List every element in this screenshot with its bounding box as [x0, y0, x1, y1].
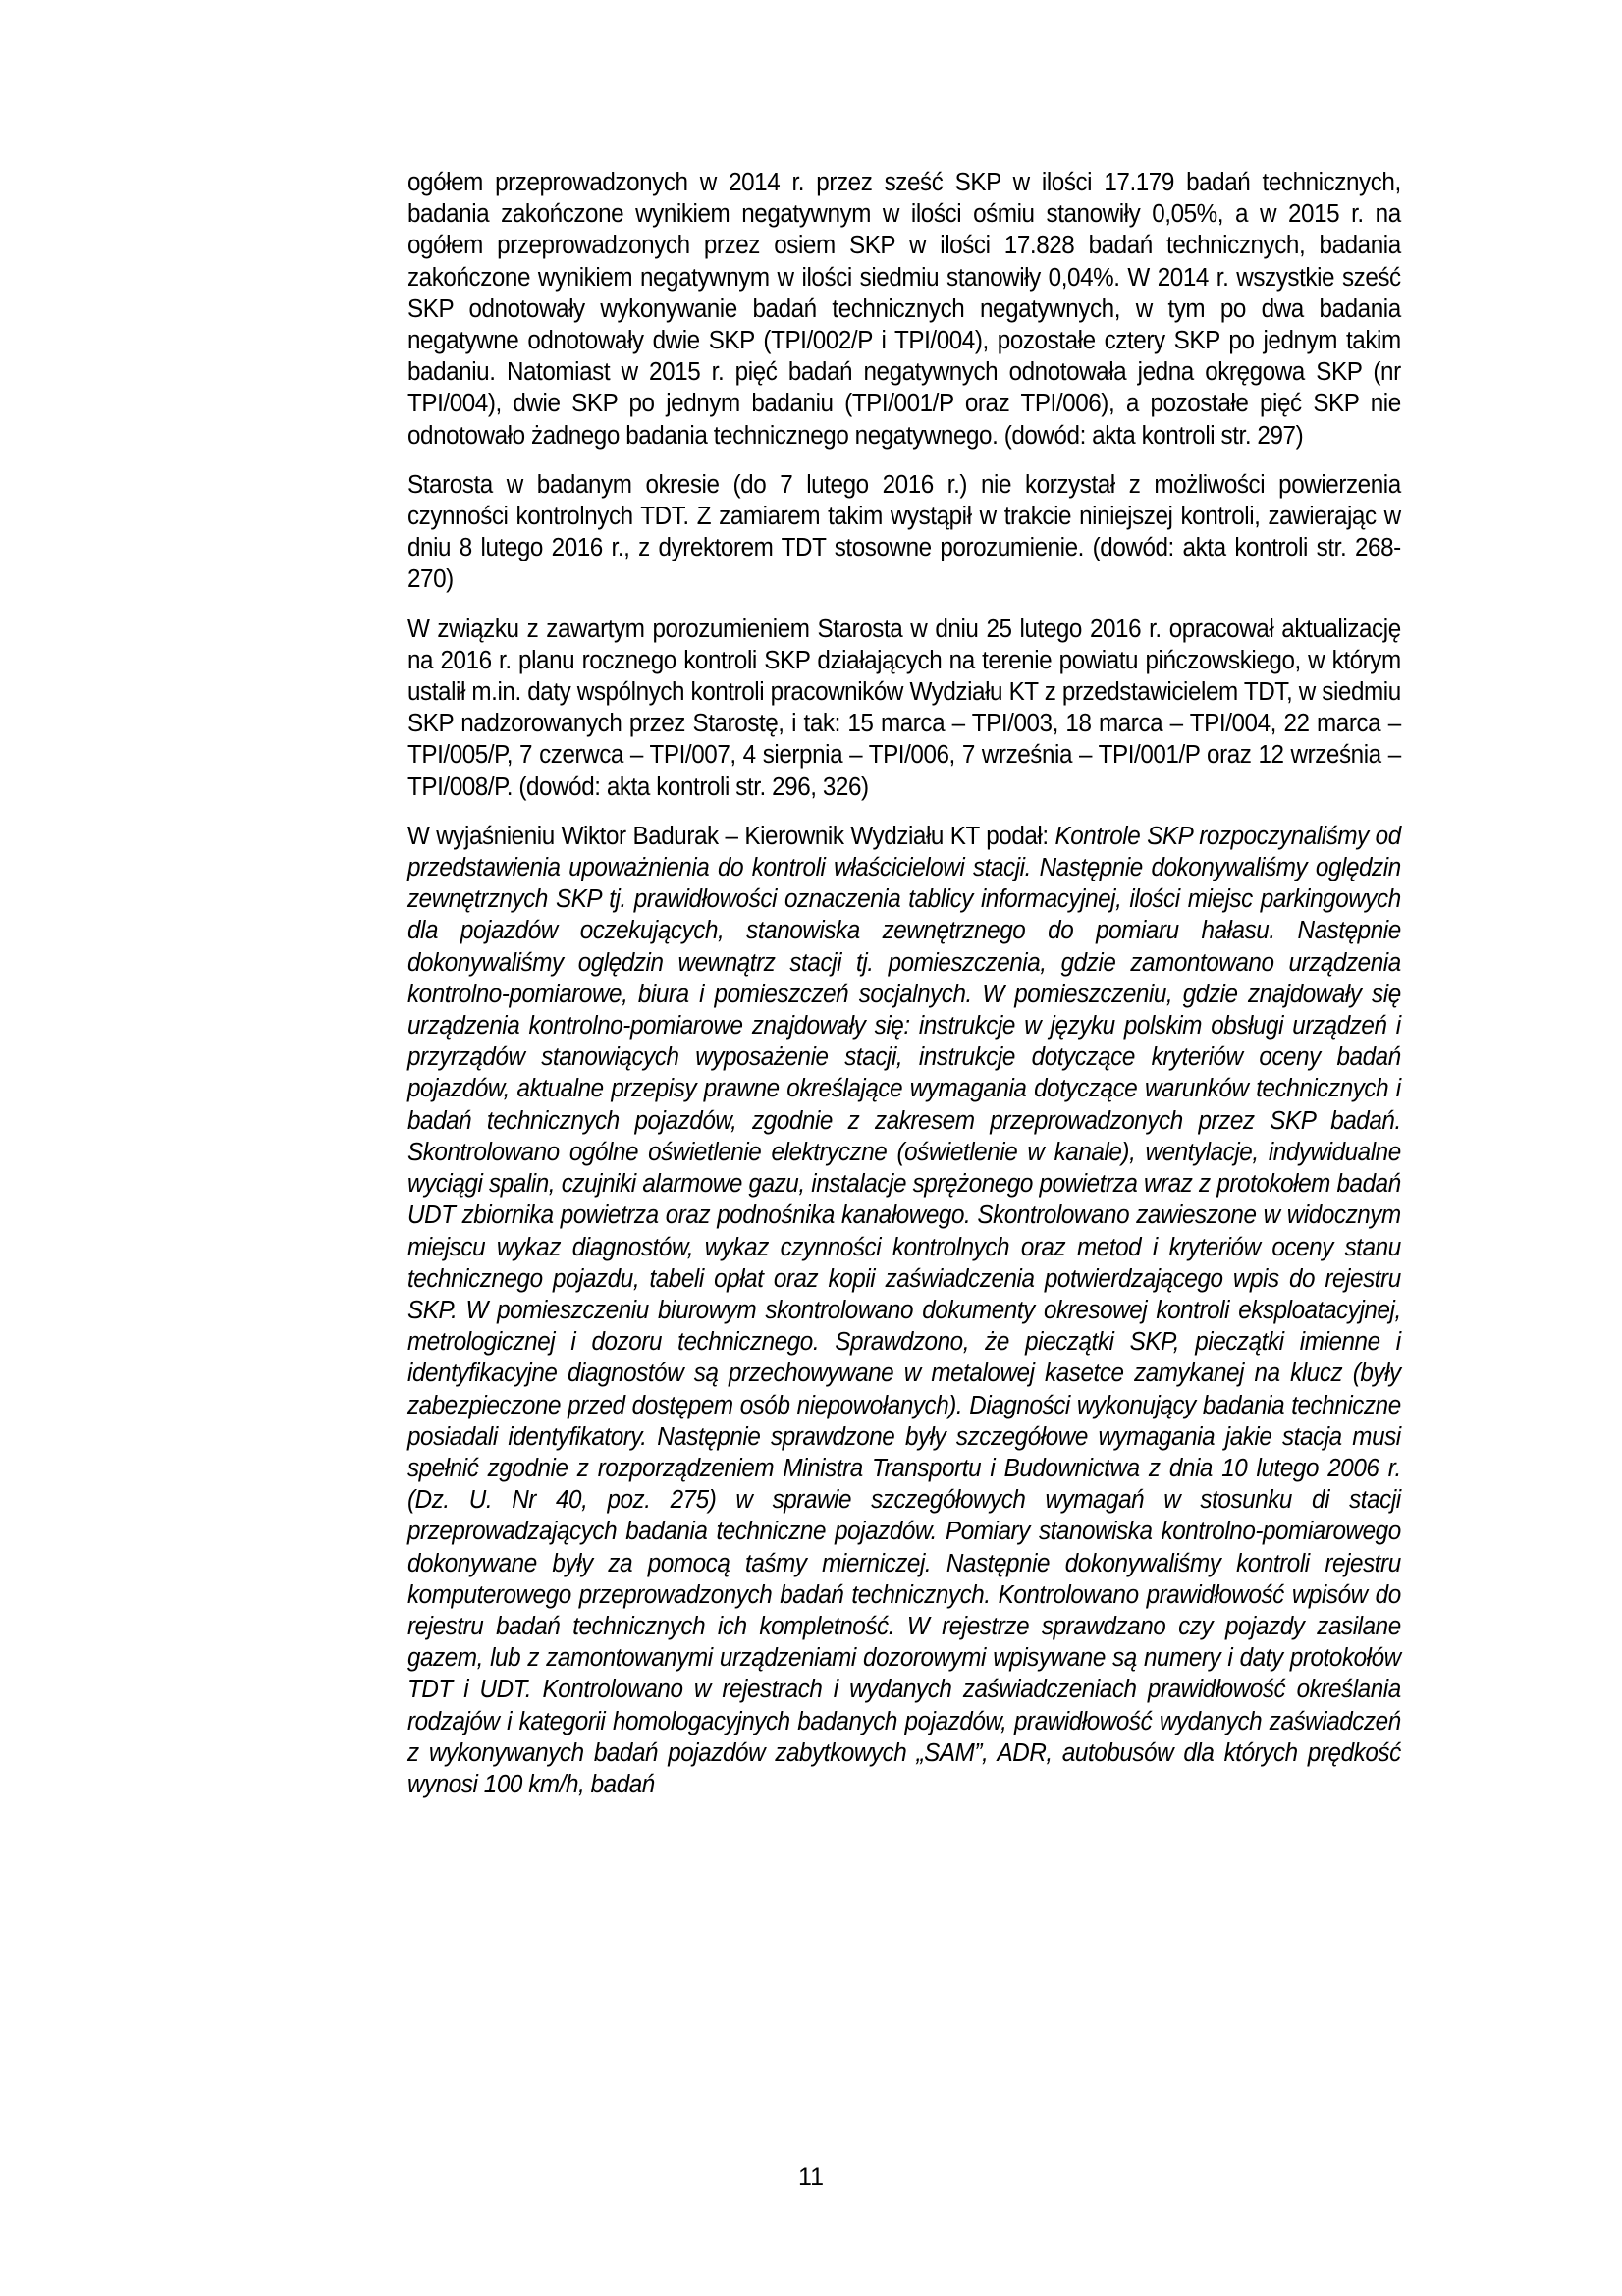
document-body [407, 167, 1401, 1816]
page-number: 11 [798, 2163, 824, 2191]
explanation-lead: W wyjaśnieniu Wiktor Badurak – Kierownik Wydziału KT podał: [407, 822, 1055, 850]
explanation-quote: Kontrole SKP rozpoczynaliśmy od przedstawienia upoważnienia do kontroli właścicielowi stacji. Następnie dokonywaliśmy oględzin zewnętrznych SKP tj. prawidłowości oznaczenia tablicy informacyjnej, ilości miejsc parkingowych dla pojazdów oczekujących, stanowiska zewnętrznego do pomiaru hałasu. Następnie dokonywaliśmy oględzin wewnątrz stacji tj. pomieszczenia, gdzie zamontowano urządzenia kontrolno-pomiarowe, biura i pomieszczeń socjalnych. W pomieszczeniu, gdzie znajdowały się urządzenia kontrolno-pomiarowe znajdowały się: instrukcje w języku polskim obsługi urządzeń i przyrządów stanowiących wyposażenie stacji, instrukcje dotyczące kryteriów oceny badań pojazdów, aktualne przepisy prawne określające wymagania dotyczące warunków technicznych i badań technicznych pojazdów, zgodnie z zakresem przeprowadzonych przez SKP badań. Skontrolowano ogólne oświetlenie elektryczne (oświetlenie w kanale), wentylacje, indywidualne wyciągi spalin, czujniki alarmowe gazu, instalacje sprężonego powietrza wraz z protokołem badań UDT zbiornika powietrza oraz podnośnika kanałowego. Skontrolowano zawieszone w widocznym miejscu wykaz diagnostów, wykaz czynności kontrolnych oraz metod i kryteriów oceny stanu technicznego pojazdu, tabeli opłat oraz kopii zaświadczenia potwierdzającego wpis do rejestru SKP. W pomieszczeniu biurowym skontrolowano dokumenty okresowej kontroli eksploatacyjnej, metrologicznej i dozoru technicznego. Sprawdzono, że pieczątki SKP, pieczątki imienne i identyfikacyjne diagnostów są przechowywane w metalowej kasetce zamykanej na klucz (były zabezpieczone przed dostępem osób niepowołanych). Diagności wykonujący badania techniczne posiadali identyfikatory. Następnie sprawdzone były szczegółowe wymagania jakie stacja musi spełnić zgodnie z rozporządzeniem Ministra Transportu i Budownictwa z dnia 10 lutego 2006 r. (Dz. U. Nr 40, poz. 275) w sprawie szczegółowych wymagań w stosunku di stacji przeprowadzających badania techniczne pojazdów. Pomiary stanowiska kontrolno-pomiarowego dokonywane były za pomocą taśmy mierniczej. Następnie dokonywaliśmy kontroli rejestru komputerowego przeprowadzonych badań technicznych. Kontrolowano prawidłowość wpisów do rejestru badań technicznych ich kompletność. W rejestrze sprawdzano czy pojazdy zasilane gazem, lub z zamontowanymi urządzeniami dozorowymi wpisywane są numery i daty protokołów TDT i UDT. Kontrolowano w rejestrach i wydanych zaświadczeniach prawidłowość określania rodzajów i kategorii homologacyjnych badanych pojazdów, prawidłowość wydanych zaświadczeń z wykonywanych badań pojazdów zabytkowych „SAM”, ADR, autobusów dla których prędkość wynosi 100 km/h, badań [407, 822, 1401, 1798]
paragraph-control-plan: W związku z zawartym porozumieniem Starosta w dniu 25 lutego 2016 r. opracował aktualizację na 2016 r. planu rocznego kontroli SKP działających na terenie powiatu pińczowskiego, w którym ustalił m.in. daty wspólnych kontroli pracowników Wydziału KT z przedstawicielem TDT, w siedmiu SKP nadzorowanych przez Starostę, i tak: 15 marca – TPI/003, 18 marca – TPI/004, 22 marca – TPI/005/P, 7 czerwca – TPI/007, 4 sierpnia – TPI/006, 7 września – TPI/001/P oraz 12 września – TPI/008/P. (dowód: akta kontroli str. 296, 326) [407, 614, 1401, 801]
paragraph-skp-statistics: ogółem przeprowadzonych w 2014 r. przez sześć SKP w ilości 17.179 badań technicznych, badania zakończone wynikiem negatywnym w ilości ośmiu stanowiły 0,05%, a w 2015 r. na ogółem przeprowadzonych przez osiem SKP w ilości 17.828 badań technicznych, badania zakończone wynikiem negatywnym w ilości siedmiu stanowiły 0,04%. W 2014 r. wszystkie sześć SKP odnotowały wykonywanie badań technicznych negatywnych, w tym po dwa badania negatywne odnotowały dwie SKP (TPI/002/P i TPI/004), pozostałe cztery SKP po jednym takim badaniu. Natomiast w 2015 r. pięć badań negatywnych odnotowała jedna okręgowa SKP (nr TPI/004), dwie SKP po jednym badaniu (TPI/001/P oraz TPI/006), a pozostałe pięć SKP nie odnotowało żadnego badania technicznego negatywnego. (dowód: akta kontroli str. 297) [407, 169, 1401, 450]
paragraph-explanation [407, 821, 1401, 1800]
paragraph-starosta-tdt: Starosta w badanym okresie (do 7 lutego 2016 r.) nie korzystał z możliwości powierzenia czynności kontrolnych TDT. Z zamiarem takim wystąpił w trakcie niniejszej kontroli, zawierając w dniu 8 lutego 2016 r., z dyrektorem TDT stosowne porozumienie. (dowód: akta kontroli str. 268-270) [407, 470, 1401, 594]
